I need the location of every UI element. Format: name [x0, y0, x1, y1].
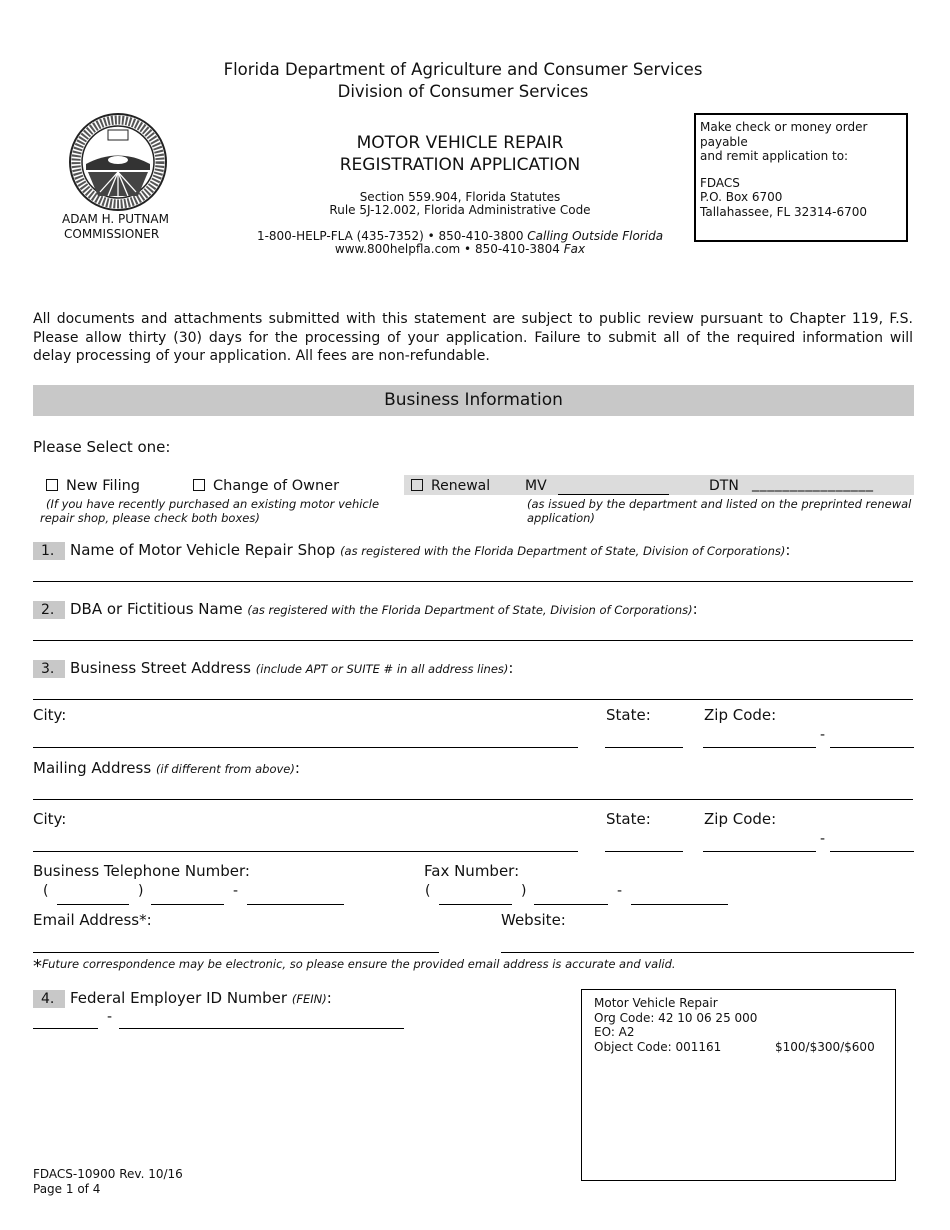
zip-dash: - — [820, 727, 826, 743]
renewal-option[interactable]: Renewal — [411, 478, 490, 494]
q4-number: 4. — [33, 990, 65, 1008]
renewal-note-1: (as issued by the department and listed on the preprinted renewal — [527, 497, 912, 511]
phone-prefix-input[interactable] — [151, 904, 224, 905]
phone-line-input[interactable] — [247, 904, 344, 905]
city-label: City: — [33, 706, 67, 724]
mailing-zip-ext-input[interactable] — [830, 851, 914, 852]
mailing-address-row: Mailing Address (if different from above): — [33, 759, 300, 777]
new-filing-checkbox[interactable] — [46, 479, 58, 491]
office-line1: Motor Vehicle Repair — [594, 996, 718, 1010]
phone-close-paren: ) — [138, 883, 144, 899]
commissioner-title: COMMISSIONER — [64, 227, 160, 241]
q4-row: 4. Federal Employer ID Number (FEIN): — [33, 988, 332, 1008]
dtn-label: DTN — [709, 478, 739, 494]
city-input[interactable] — [33, 747, 578, 748]
mailing-city-label: City: — [33, 810, 67, 828]
form-id: FDACS-10900 Rev. 10/16 — [33, 1167, 183, 1181]
department-seal-icon — [68, 112, 168, 212]
remit-addr1: FDACS — [700, 175, 740, 190]
mailing-address-input[interactable] — [33, 799, 913, 800]
zip-ext-input[interactable] — [830, 747, 914, 748]
renewal-note-2: application) — [527, 511, 595, 525]
change-owner-option[interactable]: Change of Owner — [193, 478, 339, 494]
fein-dash: - — [107, 1009, 113, 1025]
remit-line2: and remit application to: — [700, 149, 849, 163]
website-label: Website: — [501, 911, 566, 929]
web-fax-line: www.800helpfla.com • 850-410-3804 Fax — [334, 242, 586, 256]
agency-name: Florida Department of Agriculture and Consumer Services — [223, 60, 703, 79]
mailing-zip-input[interactable] — [703, 851, 816, 852]
change-owner-note-2: repair shop, please check both boxes) — [40, 511, 260, 525]
q2-number: 2. — [33, 601, 65, 619]
remit-addr2: P.O. Box 6700 — [700, 190, 783, 204]
mailing-zip-label: Zip Code: — [704, 810, 777, 828]
office-fees: $100/$300/$600 — [775, 1039, 875, 1054]
select-prompt: Please Select one: — [33, 438, 171, 456]
mailing-state-label: State: — [606, 810, 651, 828]
section-header: Business Information — [33, 385, 914, 416]
fax-dash: - — [617, 883, 623, 899]
fax-open-paren: ( — [425, 883, 431, 899]
street-address-input[interactable] — [33, 699, 913, 700]
email-note: *Future correspondence may be electronic, so please ensure the provided email address is accurate and valid. — [33, 956, 676, 977]
shop-name-input[interactable] — [33, 581, 913, 582]
fax-line-input[interactable] — [631, 904, 728, 905]
q1-number: 1. — [33, 542, 65, 560]
new-filing-option[interactable]: New Filing — [46, 478, 140, 494]
remit-box — [694, 113, 908, 242]
mailing-city-input[interactable] — [33, 851, 578, 852]
rule-citation: Rule 5J-12.002, Florida Administrative Code — [329, 203, 591, 217]
remit-addr3: Tallahassee, FL 32314-6700 — [700, 204, 868, 219]
commissioner-name: ADAM H. PUTNAM — [62, 212, 169, 226]
q3-number: 3. — [33, 660, 65, 678]
form-title-line2: REGISTRATION APPLICATION — [339, 155, 581, 175]
fein-number-input[interactable] — [119, 1028, 404, 1029]
mailing-zip-dash: - — [820, 831, 826, 847]
state-input[interactable] — [605, 747, 683, 748]
division-name: Division of Consumer Services — [337, 82, 589, 101]
change-owner-checkbox[interactable] — [193, 479, 205, 491]
fein-prefix-input[interactable] — [33, 1028, 98, 1029]
office-eo: EO: A2 — [594, 1025, 635, 1039]
mv-label: MV — [525, 478, 547, 494]
phone-line: 1-800-HELP-FLA (435-7352) • 850-410-3800 Calling Outside Florida — [256, 229, 664, 243]
office-object-row: Object Code: 001161 $100/$300/$600 — [594, 1039, 875, 1054]
fax-area-input[interactable] — [439, 904, 512, 905]
office-use-box — [581, 989, 896, 1181]
fax-prefix-input[interactable] — [534, 904, 608, 905]
phone-label: Business Telephone Number: — [33, 862, 250, 880]
phone-open-paren: ( — [43, 883, 49, 899]
mv-input[interactable] — [558, 494, 669, 495]
phone-area-input[interactable] — [57, 904, 129, 905]
form-title-line1: MOTOR VEHICLE REPAIR — [356, 133, 564, 153]
dba-input[interactable] — [33, 640, 913, 641]
page-number: Page 1 of 4 — [33, 1182, 101, 1196]
zip-input[interactable] — [703, 747, 816, 748]
q1-row: 1. Name of Motor Vehicle Repair Shop (as registered with the Florida Department of State, Division of Corporations): — [33, 540, 790, 560]
remit-line1: Make check or money order payable — [700, 120, 868, 149]
renewal-checkbox[interactable] — [411, 479, 423, 491]
email-label: Email Address*: — [33, 911, 152, 929]
zip-label: Zip Code: — [704, 706, 777, 724]
dtn-input[interactable]: ________________ — [752, 476, 874, 492]
mailing-state-input[interactable] — [605, 851, 683, 852]
q2-row: 2. DBA or Fictitious Name (as registered with the Florida Department of State, Division of Corporations): — [33, 599, 698, 619]
office-org-code: Org Code: 42 10 06 25 000 — [594, 1010, 758, 1025]
phone-dash: - — [233, 883, 239, 899]
statute-citation: Section 559.904, Florida Statutes — [359, 190, 561, 204]
fax-label: Fax Number: — [424, 862, 520, 880]
change-owner-note-1: (If you have recently purchased an existing motor vehicle — [46, 497, 380, 511]
fax-close-paren: ) — [521, 883, 527, 899]
state-label: State: — [606, 706, 651, 724]
q3-row: 3. Business Street Address (include APT or SUITE # in all address lines): — [33, 658, 513, 678]
notice-paragraph: All documents and attachments submitted with this statement are subject to public review pursuant to Chapter 119, F.S. Please allow thirty (30) days for the processing of your application. Failure to submit all of the required information will delay processing of your application. All fees are non-refundable. — [33, 311, 913, 364]
